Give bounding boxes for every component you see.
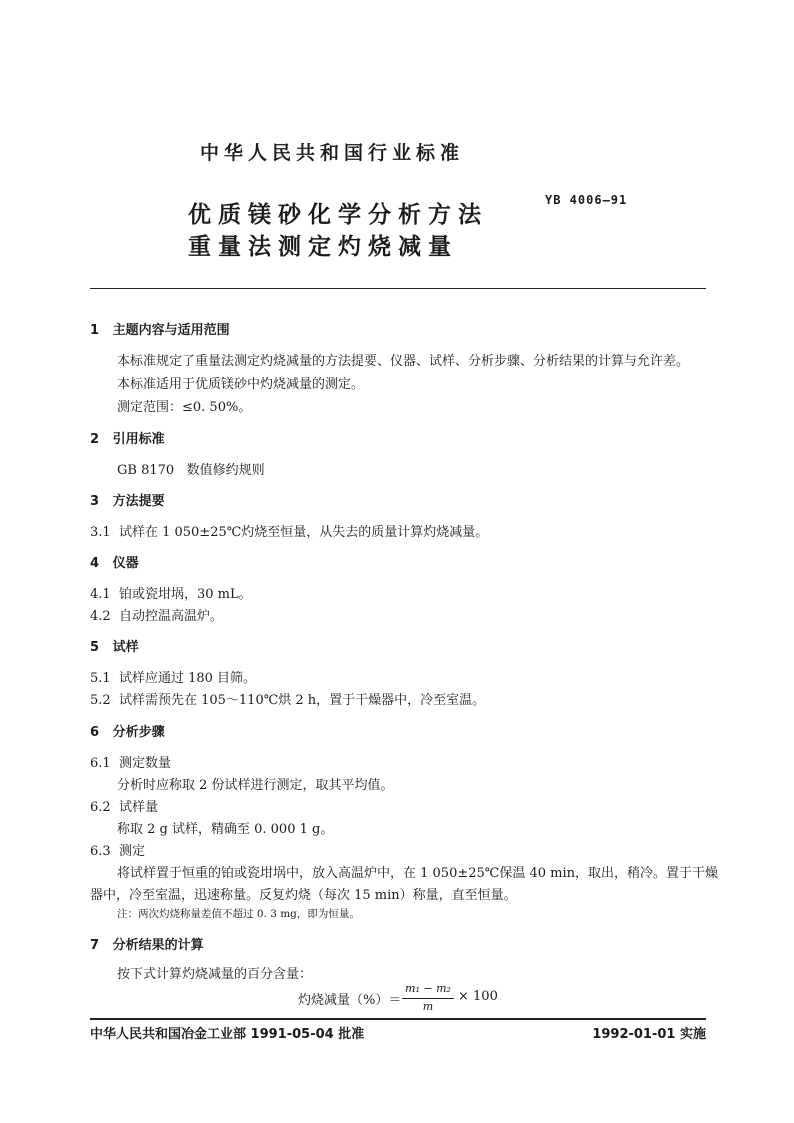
clause [90,752,171,771]
clause [90,689,485,708]
document-title-line-1: 优质镁砂化学分析方法 [188,202,488,228]
clause-title: 测定数量 [118,756,171,771]
clause-number: 4.2 [90,609,111,624]
issuing-authority-title: 中华人民共和国行业标准 [200,142,465,164]
section-number: 7 [90,938,100,953]
standard-number: YB 4006—91 [545,193,628,207]
section-title: 仪器 [112,556,139,571]
section-4-heading [90,552,139,571]
reference-code: GB 8170 [117,463,175,478]
paragraph: 称取 2 g 试样，精确至 0. 000 1 g。 [117,822,334,837]
note: 注：两次灼烧称量差值不超过 0. 3 mg，即为恒量。 [117,908,360,920]
formula-denominator: m [422,1000,434,1013]
section-number: 3 [90,494,100,509]
clause-number: 6.2 [90,800,111,815]
effective-date: 1992-01-01 实施 [592,1027,706,1042]
paragraph: 本标准适用于优质镁砂中灼烧减量的测定。 [117,377,365,392]
paragraph: 按下式计算灼烧减量的百分含量： [117,967,313,982]
paragraph: 分析时应称取 2 份试样进行测定，取其平均值。 [117,778,394,793]
clause-number: 6.1 [90,756,111,771]
clause-number: 6.3 [90,844,111,859]
formula-numerator: m₁ − m₂ [405,982,451,995]
section-2-heading [90,428,165,447]
formula-fraction-bar [402,998,454,999]
paragraph: 测定范围：≤0. 50%。 [117,400,252,415]
clause-number: 5.1 [90,671,111,686]
approval-line: 中华人民共和国冶金工业部 1991-05-04 批准 [90,1027,365,1042]
section-3-heading [90,490,165,509]
clause [90,521,488,540]
clause-number: 3.1 [90,525,111,540]
document-title-line-2: 重量法测定灼烧减量 [188,234,458,260]
section-title: 主题内容与适用范围 [112,323,230,338]
section-number: 4 [90,556,100,571]
section-5-heading [90,636,139,655]
clause-text: 试样在 1 050±25℃灼烧至恒量，从失去的质量计算灼烧减量。 [118,525,489,540]
formula-rhs: × 100 [458,989,498,1004]
clause-number: 5.2 [90,693,111,708]
clause-text: 试样需预先在 105～110℃烘 2 h，置于干燥器中，冷至室温。 [118,693,486,708]
paragraph: 本标准规定了重量法测定灼烧减量的方法提要、仪器、试样、分析步骤、分析结果的计算与允许差。 [117,354,690,369]
clause-title: 测定 [118,844,145,859]
section-number: 2 [90,432,100,447]
reference-title: 数值修约规则 [186,463,265,478]
paragraph: 将试样置于恒重的铂或瓷坩埚中，放入高温炉中，在 1 050±25℃保温 40 min，取出，稍冷。置于干燥 [117,866,718,881]
header-divider [90,288,706,289]
section-title: 引用标准 [112,432,165,447]
reference-item [117,459,265,478]
clause-text: 铂或瓷坩埚，30 mL。 [118,587,252,602]
section-6-heading [90,721,165,740]
section-number: 1 [90,323,100,338]
section-number: 5 [90,640,100,655]
clause-text: 试样应通过 180 目筛。 [118,671,257,686]
formula-lhs: 灼烧减量（%）＝ [298,993,402,1008]
paragraph-continuation: 器中，冷至室温，迅速称量。反复灼烧（每次 15 min）称量，直至恒量。 [90,888,517,903]
section-title: 分析步骤 [112,725,165,740]
clause [90,605,223,624]
section-number: 6 [90,725,100,740]
section-1-heading [90,319,230,338]
clause [90,840,145,859]
clause [90,583,252,602]
clause-text: 自动控温高温炉。 [118,609,223,624]
section-title: 试样 [112,640,139,655]
section-title: 方法提要 [112,494,165,509]
section-7-heading [90,934,204,953]
clause-title: 试样量 [118,800,158,815]
footer-divider [90,1018,706,1020]
clause-number: 4.1 [90,587,111,602]
clause [90,796,158,815]
section-title: 分析结果的计算 [112,938,204,953]
clause [90,667,256,686]
